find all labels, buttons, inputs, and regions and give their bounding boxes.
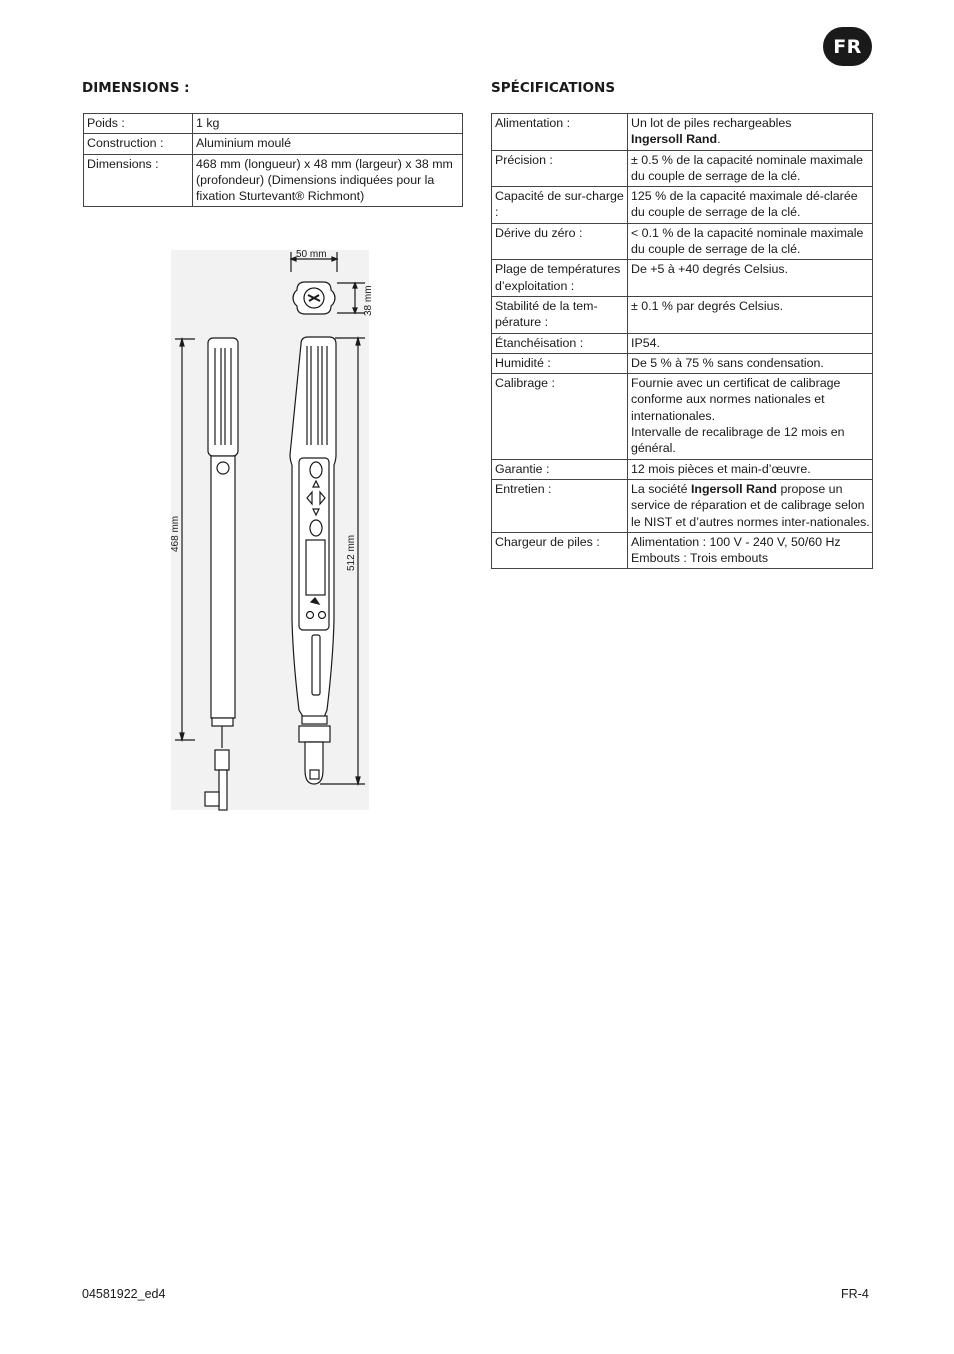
row-label: Stabilité de la tem-pérature :: [492, 296, 628, 333]
row-value: De +5 à +40 degrés Celsius.: [628, 260, 873, 297]
table-row: [84, 114, 463, 134]
row-label: Étanchéisation :: [492, 333, 628, 353]
row-value: Fournie avec un certificat de calibrage conforme aux normes nationales et internationales. Intervalle de recalibrage de 12 mois en général.: [628, 374, 873, 459]
table-row: [492, 187, 873, 224]
footer-page-number: FR-4: [841, 1287, 869, 1301]
table-row: [492, 260, 873, 297]
table-row: [84, 134, 463, 154]
row-value: ± 0.1 % par degrés Celsius.: [628, 296, 873, 333]
row-label: Chargeur de piles :: [492, 532, 628, 569]
length-long-label: 512 mm: [346, 534, 357, 571]
dimensions-table: [83, 113, 463, 207]
row-label: Dérive du zéro :: [492, 223, 628, 260]
table-row: [492, 223, 873, 260]
row-label: Capacité de sur-charge :: [492, 187, 628, 224]
table-row: [492, 532, 873, 569]
row-value: 468 mm (longueur) x 48 mm (largeur) x 38 mm (profondeur) (Dimensions indiquées pour la fixation Sturtevant® Richmont): [193, 154, 463, 207]
row-value: La société Ingersoll Rand propose un service de réparation et de calibrage selon le NIST et d’autres normes inter-nationales.: [628, 479, 873, 532]
row-value: De 5 % à 75 % sans condensation.: [628, 353, 873, 373]
table-row: [492, 353, 873, 373]
table-row: [84, 154, 463, 207]
table-row: [492, 296, 873, 333]
row-label: Construction :: [84, 134, 193, 154]
specifications-title: SPÉCIFICATIONS: [491, 80, 616, 96]
row-label: Alimentation :: [492, 114, 628, 151]
row-value: Un lot de piles rechargeables Ingersoll Rand.: [628, 114, 873, 151]
language-badge: FR: [823, 27, 872, 66]
row-value: 125 % de la capacité maximale dé-clarée du couple de serrage de la clé.: [628, 187, 873, 224]
row-label: Entretien :: [492, 479, 628, 532]
row-label: Garantie :: [492, 459, 628, 479]
row-value: Aluminium moulé: [193, 134, 463, 154]
table-row: [492, 459, 873, 479]
depth-label: 38 mm: [363, 285, 374, 316]
row-value: ± 0.5 % de la capacité nominale maximale du couple de serrage de la clé.: [628, 150, 873, 187]
width-label: 50 mm: [296, 249, 327, 260]
table-row: [492, 150, 873, 187]
footer-doc-number: 04581922_ed4: [82, 1287, 166, 1301]
row-label: Précision :: [492, 150, 628, 187]
length-short-label: 468 mm: [170, 515, 181, 552]
table-row: [492, 333, 873, 353]
row-label: Plage de températures d’exploitation :: [492, 260, 628, 297]
row-value: < 0.1 % de la capacité nominale maximale du couple de serrage de la clé.: [628, 223, 873, 260]
row-value: 12 mois pièces et main-d’œuvre.: [628, 459, 873, 479]
specifications-table: [491, 113, 873, 569]
row-value: 1 kg: [193, 114, 463, 134]
row-label: Poids :: [84, 114, 193, 134]
row-value: IP54.: [628, 333, 873, 353]
row-value: Alimentation : 100 V - 240 V, 50/60 Hz Embouts : Trois embouts: [628, 532, 873, 569]
row-label: Humidité :: [492, 353, 628, 373]
row-label: Calibrage :: [492, 374, 628, 459]
dimensions-title: DIMENSIONS :: [82, 80, 190, 96]
table-row: [492, 374, 873, 459]
table-row: [492, 114, 873, 151]
table-row: [492, 479, 873, 532]
wrench-drawing: [165, 240, 375, 819]
row-label: Dimensions :: [84, 154, 193, 207]
